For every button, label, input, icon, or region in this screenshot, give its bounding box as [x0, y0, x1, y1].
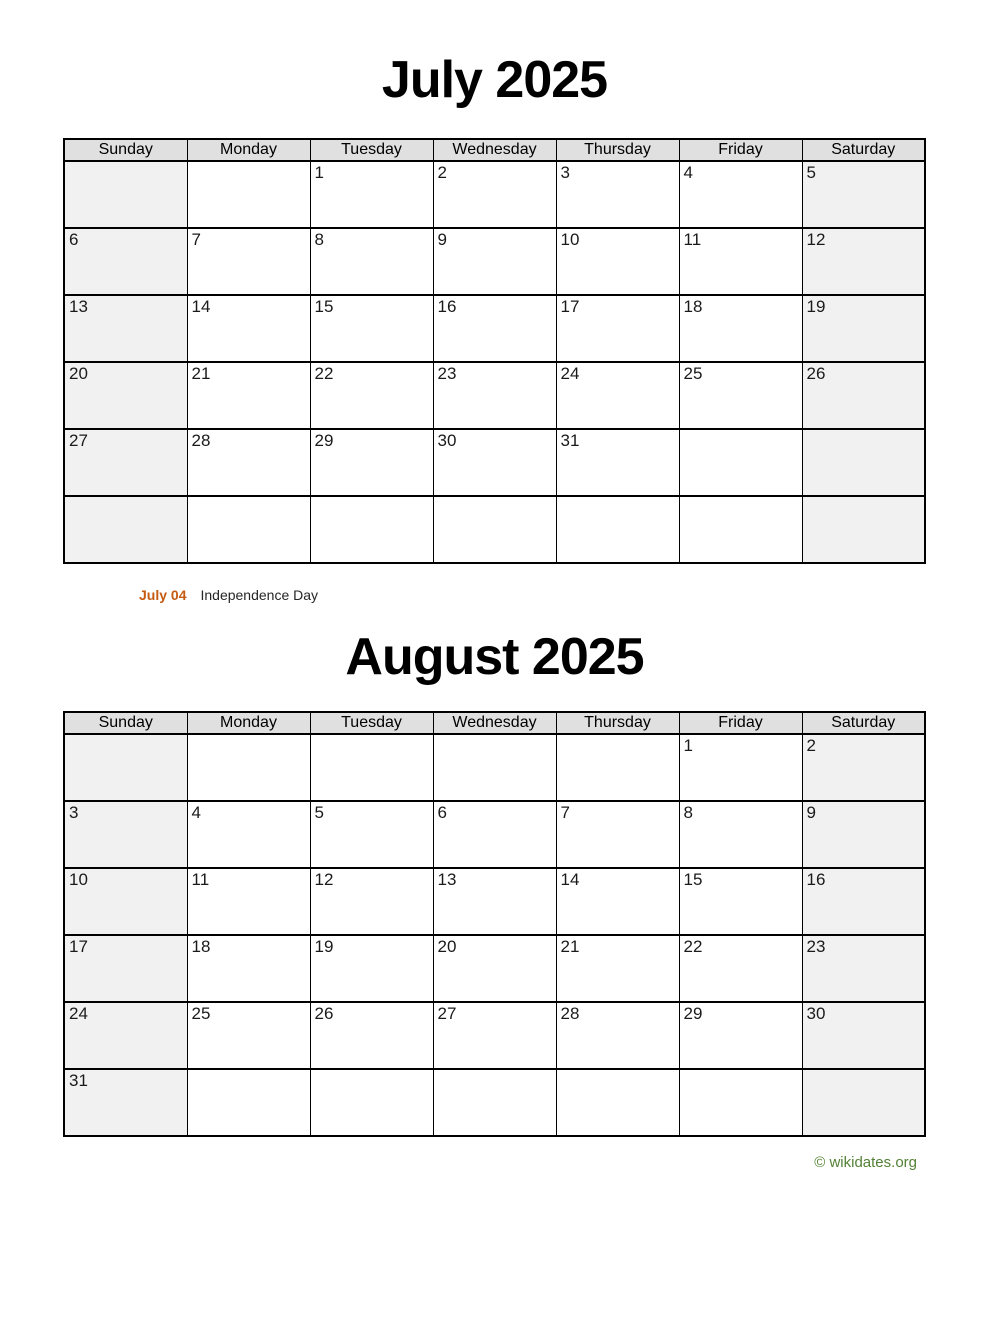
day-cell: 12: [310, 868, 433, 935]
day-cell: 27: [433, 1002, 556, 1069]
july-calendar-table: [63, 138, 926, 564]
day-cell: 22: [310, 362, 433, 429]
empty-day-cell: [310, 496, 433, 563]
day-cell: 12: [802, 228, 925, 295]
day-header-row: [64, 139, 925, 161]
day-cell: 9: [802, 801, 925, 868]
day-cell: 8: [679, 801, 802, 868]
day-header-saturday: Saturday: [802, 139, 925, 161]
week-row: [64, 734, 925, 801]
day-cell: 13: [433, 868, 556, 935]
empty-day-cell: [310, 734, 433, 801]
day-cell: 7: [556, 801, 679, 868]
week-row: [64, 801, 925, 868]
july-title: July 2025: [381, 51, 608, 109]
day-cell: 19: [802, 295, 925, 362]
day-cell: 31: [64, 1069, 187, 1136]
day-cell: 19: [310, 935, 433, 1002]
footer: [63, 1153, 926, 1172]
holiday-date: July 04: [139, 587, 187, 603]
day-cell: 18: [679, 295, 802, 362]
empty-day-cell: [679, 1069, 802, 1136]
day-cell: 14: [556, 868, 679, 935]
day-header-thursday: Thursday: [556, 712, 679, 734]
empty-day-cell: [310, 1069, 433, 1136]
day-cell: 11: [187, 868, 310, 935]
week-row: [64, 429, 925, 496]
week-row: [64, 295, 925, 362]
empty-day-cell: [187, 734, 310, 801]
day-header-friday: Friday: [679, 139, 802, 161]
day-cell: 25: [679, 362, 802, 429]
day-cell: 27: [64, 429, 187, 496]
day-header-friday: Friday: [679, 712, 802, 734]
holiday-label: Independence Day: [200, 587, 319, 603]
empty-day-cell: [187, 496, 310, 563]
day-cell: 4: [187, 801, 310, 868]
day-cell: 10: [556, 228, 679, 295]
empty-day-cell: [187, 1069, 310, 1136]
day-cell: 20: [64, 362, 187, 429]
copyright-link[interactable]: © wikidates.org: [814, 1154, 917, 1171]
day-cell: 5: [310, 801, 433, 868]
week-row: [64, 868, 925, 935]
day-cell: 24: [556, 362, 679, 429]
day-cell: 18: [187, 935, 310, 1002]
week-row: [64, 161, 925, 228]
empty-day-cell: [802, 1069, 925, 1136]
day-cell: 15: [679, 868, 802, 935]
empty-day-cell: [187, 161, 310, 228]
week-row: [64, 935, 925, 1002]
day-cell: 1: [679, 734, 802, 801]
day-cell: 14: [187, 295, 310, 362]
week-row: [64, 496, 925, 563]
day-cell: 26: [802, 362, 925, 429]
day-cell: 21: [187, 362, 310, 429]
day-header-wednesday: Wednesday: [433, 712, 556, 734]
empty-day-cell: [556, 496, 679, 563]
august-title: August 2025: [345, 628, 644, 686]
week-row: [64, 1002, 925, 1069]
day-cell: 29: [310, 429, 433, 496]
day-cell: 5: [802, 161, 925, 228]
day-cell: 29: [679, 1002, 802, 1069]
empty-day-cell: [64, 734, 187, 801]
week-row: [64, 362, 925, 429]
empty-day-cell: [64, 161, 187, 228]
day-header-sunday: Sunday: [64, 712, 187, 734]
calendar-page: [63, 51, 926, 1172]
day-cell: 13: [64, 295, 187, 362]
day-cell: 17: [64, 935, 187, 1002]
day-cell: 28: [187, 429, 310, 496]
day-header-saturday: Saturday: [802, 712, 925, 734]
day-cell: 16: [802, 868, 925, 935]
empty-day-cell: [679, 496, 802, 563]
day-header-monday: Monday: [187, 139, 310, 161]
day-cell: 8: [310, 228, 433, 295]
empty-day-cell: [556, 1069, 679, 1136]
day-header-sunday: Sunday: [64, 139, 187, 161]
day-cell: 3: [64, 801, 187, 868]
day-header-thursday: Thursday: [556, 139, 679, 161]
day-cell: 2: [433, 161, 556, 228]
august-calendar-table: [63, 711, 926, 1137]
empty-day-cell: [433, 496, 556, 563]
empty-day-cell: [802, 496, 925, 563]
day-header-wednesday: Wednesday: [433, 139, 556, 161]
day-cell: 16: [433, 295, 556, 362]
day-cell: 22: [679, 935, 802, 1002]
week-row: [64, 228, 925, 295]
day-cell: 4: [679, 161, 802, 228]
day-cell: 23: [802, 935, 925, 1002]
day-header-tuesday: Tuesday: [310, 712, 433, 734]
day-cell: 9: [433, 228, 556, 295]
day-cell: 15: [310, 295, 433, 362]
day-cell: 6: [433, 801, 556, 868]
empty-day-cell: [433, 1069, 556, 1136]
day-header-tuesday: Tuesday: [310, 139, 433, 161]
empty-day-cell: [433, 734, 556, 801]
empty-day-cell: [556, 734, 679, 801]
empty-day-cell: [64, 496, 187, 563]
day-cell: 25: [187, 1002, 310, 1069]
day-cell: 1: [310, 161, 433, 228]
day-cell: 23: [433, 362, 556, 429]
day-cell: 7: [187, 228, 310, 295]
day-cell: 3: [556, 161, 679, 228]
day-cell: 2: [802, 734, 925, 801]
day-cell: 30: [802, 1002, 925, 1069]
day-cell: 11: [679, 228, 802, 295]
day-header-row: [64, 712, 925, 734]
day-cell: 31: [556, 429, 679, 496]
day-cell: 26: [310, 1002, 433, 1069]
day-cell: 21: [556, 935, 679, 1002]
day-cell: 24: [64, 1002, 187, 1069]
day-cell: 6: [64, 228, 187, 295]
week-row: [64, 1069, 925, 1136]
day-header-monday: Monday: [187, 712, 310, 734]
day-cell: 17: [556, 295, 679, 362]
day-cell: 28: [556, 1002, 679, 1069]
empty-day-cell: [679, 429, 802, 496]
day-cell: 30: [433, 429, 556, 496]
day-cell: 10: [64, 868, 187, 935]
day-cell: 20: [433, 935, 556, 1002]
empty-day-cell: [802, 429, 925, 496]
holiday-note: [139, 586, 926, 605]
